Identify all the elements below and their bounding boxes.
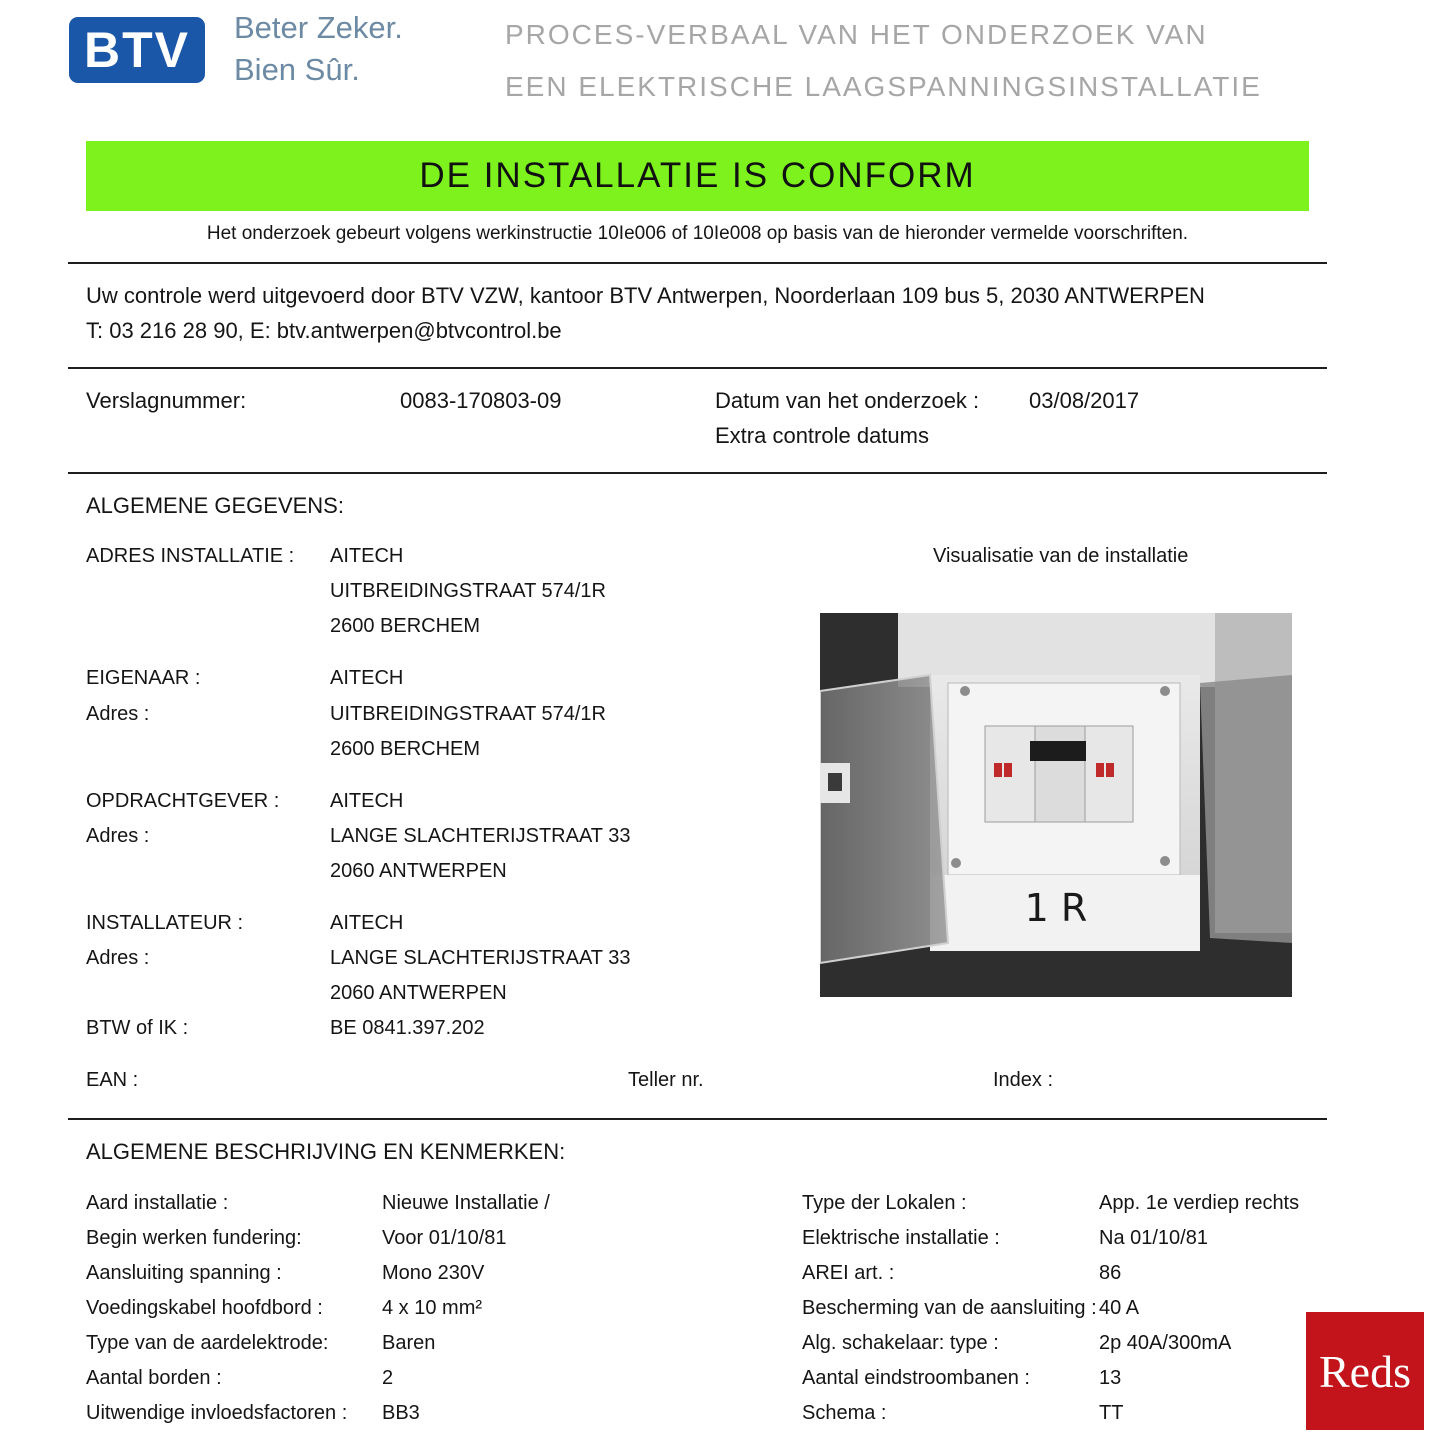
client-address-line: LANGE SLACHTERIJSTRAAT 33	[330, 825, 631, 847]
characteristic-value: 4 x 10 mm²	[382, 1297, 483, 1319]
characteristic-value: 13	[1099, 1367, 1122, 1389]
conformity-banner	[86, 141, 1309, 211]
vat-value: BE 0841.397.202	[330, 1017, 485, 1039]
conformity-status: DE INSTALLATIE IS CONFORM	[419, 156, 976, 195]
electrical-panel-image	[820, 613, 1292, 997]
extra-check-dates-label: Extra controle datums	[715, 423, 929, 448]
installation-address-line: UITBREIDINGSTRAAT 574/1R	[330, 580, 606, 602]
slogan-line-2: Bien Sûr.	[234, 52, 360, 87]
inspection-note: Het onderzoek gebeurt volgens werkinstructie 10Ie006 of 10Ie008 op basis van de hieronder vermelde voorschriften.	[206, 223, 1189, 244]
client-address-line: 2060 ANTWERPEN	[330, 860, 507, 882]
slogan-line-1: Beter Zeker.	[234, 10, 403, 45]
characteristic-label: Aard installatie :	[86, 1192, 229, 1214]
installer-name: AITECH	[330, 912, 404, 934]
contact-line-1: Uw controle werd uitgevoerd door BTV VZW, kantoor BTV Antwerpen, Noorderlaan 109 bus 5, 2030 ANTWERPEN	[86, 283, 1205, 308]
panel-marking: 1 R	[1024, 886, 1088, 930]
contact-line-2: T: 03 216 28 90, E: btv.antwerpen@btvcontrol.be	[86, 318, 562, 343]
installation-photo	[820, 613, 1292, 997]
characteristic-value: BB3	[382, 1402, 420, 1424]
report-number-value: 0083-170803-09	[400, 388, 562, 413]
characteristic-value: Voor 01/10/81	[382, 1227, 507, 1249]
characteristic-value: 2	[382, 1367, 394, 1389]
installer-address-line: 2060 ANTWERPEN	[330, 982, 507, 1004]
owner-address-label: Adres :	[86, 703, 150, 725]
installation-address-line: AITECH	[330, 545, 404, 567]
installer-label: INSTALLATEUR :	[86, 912, 244, 934]
characteristic-label: Begin werken fundering:	[86, 1227, 302, 1249]
characteristic-value: Na 01/10/81	[1099, 1227, 1208, 1249]
characteristic-value: TT	[1099, 1402, 1124, 1424]
characteristic-label: Bescherming van de aansluiting :	[802, 1297, 1097, 1319]
characteristic-label: Voedingskabel hoofdbord :	[86, 1297, 323, 1319]
characteristic-label: Aantal borden :	[86, 1367, 222, 1389]
characteristic-label: AREI art. :	[802, 1262, 895, 1284]
characteristic-value: Baren	[382, 1332, 436, 1354]
reds-watermark-logo	[1306, 1312, 1424, 1430]
installer-address-line: LANGE SLACHTERIJSTRAAT 33	[330, 947, 631, 969]
characteristics-heading: ALGEMENE BESCHRIJVING EN KENMERKEN:	[86, 1139, 566, 1164]
characteristic-label: Elektrische installatie :	[802, 1227, 1000, 1249]
installer-address-label: Adres :	[86, 947, 150, 969]
installation-address-line: 2600 BERCHEM	[330, 615, 481, 637]
owner-address-line: UITBREIDINGSTRAAT 574/1R	[330, 703, 606, 725]
owner-label: EIGENAAR :	[86, 667, 201, 689]
characteristic-label: Uitwendige invloedsfactoren :	[86, 1402, 348, 1424]
characteristic-label: Schema :	[802, 1402, 887, 1424]
divider	[68, 367, 1327, 369]
ean-label: EAN :	[86, 1069, 139, 1091]
characteristic-value: 40 A	[1099, 1297, 1140, 1319]
installation-address-label: ADRES INSTALLATIE :	[86, 545, 295, 567]
characteristic-value: App. 1e verdiep rechts	[1099, 1192, 1300, 1214]
document-title-line-1: PROCES-VERBAAL VAN HET ONDERZOEK VAN	[505, 19, 1208, 50]
characteristic-label: Type van de aardelektrode:	[86, 1332, 329, 1354]
general-data-heading: ALGEMENE GEGEVENS:	[86, 493, 344, 518]
characteristic-label: Alg. schakelaar: type :	[802, 1332, 999, 1354]
characteristic-label: Type der Lokalen :	[802, 1192, 967, 1214]
characteristic-value: Mono 230V	[382, 1262, 485, 1284]
meter-number-label: Teller nr.	[628, 1069, 704, 1091]
logo-text: BTV	[84, 22, 190, 78]
watermark-text: Reds	[1319, 1345, 1411, 1397]
vat-label: BTW of IK :	[86, 1017, 189, 1039]
owner-address-line: 2600 BERCHEM	[330, 738, 481, 760]
characteristic-value: Nieuwe Installatie /	[382, 1192, 550, 1214]
characteristic-value: 86	[1099, 1262, 1122, 1284]
divider	[68, 262, 1327, 264]
report-number-label: Verslagnummer:	[86, 388, 247, 413]
owner-name: AITECH	[330, 667, 404, 689]
inspection-date-label: Datum van het onderzoek :	[715, 388, 980, 413]
client-address-label: Adres :	[86, 825, 150, 847]
divider	[68, 1118, 1327, 1120]
document-title-line-2: EEN ELEKTRISCHE LAAGSPANNINGSINSTALLATIE	[505, 71, 1262, 102]
client-name: AITECH	[330, 790, 404, 812]
characteristic-label: Aansluiting spanning :	[86, 1262, 282, 1284]
inspection-date-value: 03/08/2017	[1029, 388, 1140, 413]
characteristic-label: Aantal eindstroombanen :	[802, 1367, 1030, 1389]
btv-logo	[69, 17, 205, 83]
index-label: Index :	[993, 1069, 1054, 1091]
characteristic-value: 2p 40A/300mA	[1099, 1332, 1232, 1354]
photo-caption: Visualisatie van de installatie	[933, 545, 1189, 567]
divider	[68, 472, 1327, 474]
client-label: OPDRACHTGEVER :	[86, 790, 280, 812]
